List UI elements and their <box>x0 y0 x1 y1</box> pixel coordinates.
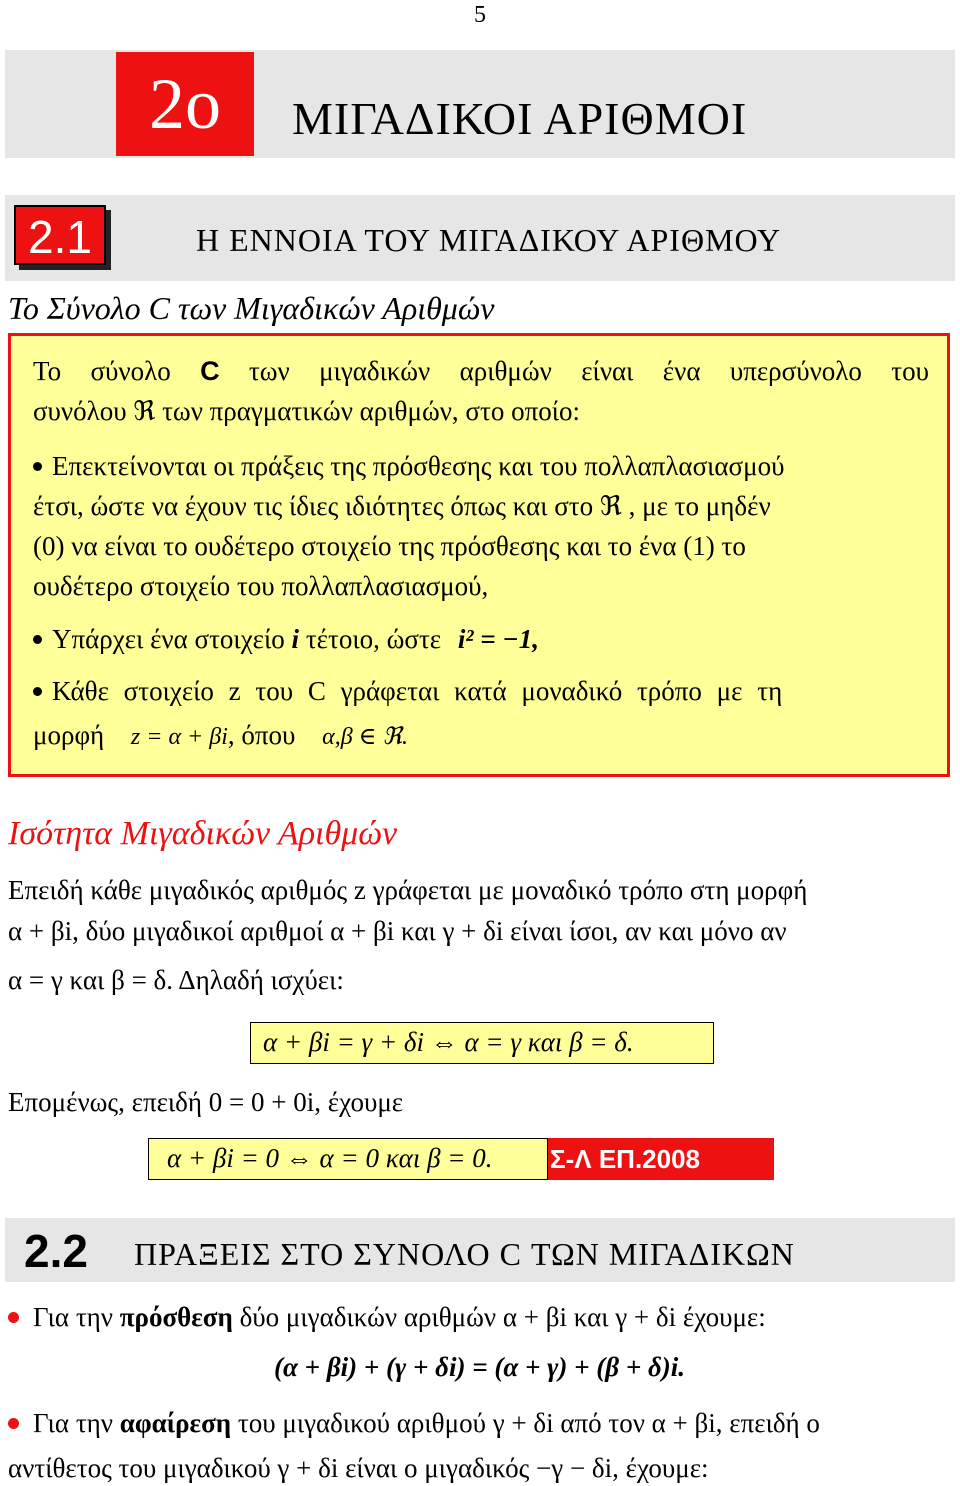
definition-text: Επεκτείνονται οι πράξεις της πρόσθεσης και του πολλαπλασιασμού <box>52 451 785 481</box>
bullet-icon <box>33 687 42 696</box>
definition-line-8 <box>33 676 782 707</box>
definition-line-7 <box>33 624 539 655</box>
equality-formula: α + βi = γ + δi ⇔ α = γ και β = δ. <box>263 1027 634 1057</box>
subtraction-line <box>8 1408 820 1439</box>
word: σύνολο <box>90 356 171 386</box>
definition-text: , όπου <box>227 720 296 750</box>
definition-line-5: (0) να είναι το ουδέτερο στοιχείο της πρόσθεσης και το ένα (1) το <box>33 531 746 561</box>
word: αριθμών <box>459 356 552 386</box>
bullet-icon <box>8 1418 19 1429</box>
chapter-number: 2ο <box>116 52 254 156</box>
section-2-number: 2.2 <box>24 1225 88 1277</box>
imaginary-unit: i <box>291 624 300 654</box>
equality-formula-box <box>250 1022 714 1064</box>
exam-tag: Σ-Λ ΕΠ.2008 <box>548 1138 774 1180</box>
word: υπερσύνολο <box>729 356 862 386</box>
equation: z = α + βi <box>130 724 228 750</box>
equation: i² = −1, <box>457 624 539 654</box>
bullet-icon <box>8 1312 19 1323</box>
bullet-icon <box>33 462 42 471</box>
word: ένα <box>662 356 701 386</box>
section-2-title: ΠΡΑΞΕΙΣ ΣΤΟ ΣΥΝΟΛΟ C ΤΩΝ ΜΙΓΑΔΙΚΩΝ <box>134 1236 795 1272</box>
definition-box <box>8 333 950 777</box>
subtraction-term: αφαίρεση <box>119 1408 232 1438</box>
text: Για την <box>33 1302 113 1332</box>
definition-text: Υπάρχει ένα στοιχείο <box>52 624 285 654</box>
definition-line-1 <box>33 356 929 387</box>
equality-paragraph-1: Επειδή κάθε μιγαδικός αριθμός z γράφεται με μοναδικό τρόπο στη μορφή <box>8 875 808 905</box>
chapter-title: ΜΙΓΑΔΙΚΟΙ ΑΡΙΘΜΟΙ <box>292 93 748 144</box>
page-number: 5 <box>474 2 486 28</box>
word: του <box>891 356 929 386</box>
word: Το <box>33 356 62 386</box>
addition-formula: (α + βi) + (γ + δi) = (α + γ) + (β + δ)i. <box>274 1352 686 1382</box>
text: του μιγαδικού αριθμού γ + δi από τον α + βi, επειδή ο <box>237 1408 820 1438</box>
subheading: Το Σύνολο C των Μιγαδικών Αριθμών <box>8 290 495 326</box>
text: Για την <box>33 1408 113 1438</box>
addition-term: πρόσθεση <box>119 1302 233 1332</box>
definition-line-2: συνόλου ℜ των πραγματικών αριθμών, στο οποίο: <box>33 396 580 426</box>
bullet-icon <box>33 635 42 644</box>
word: των <box>248 356 290 386</box>
definition-text: τέτοιο, ώστε <box>305 624 442 654</box>
definition-line-9 <box>33 720 408 751</box>
section-title: Η ΕΝΝΟΙΑ ΤΟΥ ΜΙΓΑΔΙΚΟΥ ΑΡΙΘΜΟΥ <box>196 222 782 258</box>
zero-formula-box <box>148 1138 548 1180</box>
addition-line <box>8 1302 766 1333</box>
word: μιγαδικών <box>319 356 431 386</box>
definition-text: Κάθε στοιχείο z του C γράφεται κατά μοναδικό τρόπο με τη <box>52 676 783 706</box>
zero-formula: α + βi = 0 ⇔ α = 0 και β = 0. <box>167 1143 493 1173</box>
definition-line-3 <box>33 451 784 482</box>
definition-text: μορφή <box>33 720 105 750</box>
equation: α,β ∈ ℜ. <box>322 724 408 750</box>
definition-line-6: ουδέτερο στοιχείο του πολλαπλασιασμού, <box>33 571 489 601</box>
subtraction-line-2: αντίθετος του μιγαδικού γ + δi είναι ο μιγαδικός −γ − δi, έχουμε: <box>8 1453 709 1483</box>
word: είναι <box>581 356 634 386</box>
text: δύο μιγαδικών αριθμών α + βi και γ + δi έχουμε: <box>239 1302 766 1332</box>
equality-paragraph-2: α + βi, δύο μιγαδικοί αριθμοί α + βi και γ + δi είναι ίσοι, αν και μόνο αν <box>8 916 787 946</box>
equality-heading: Ισότητα Μιγαδικών Αριθμών <box>8 815 398 852</box>
section-number: 2.1 <box>14 205 106 265</box>
definition-line-4: έτσι, ώστε να έχουν τις ίδιες ιδιότητες όπως και στο ℜ , με το μηδέν <box>33 491 771 521</box>
equality-paragraph-4: Επομένως, επειδή 0 = 0 + 0i, έχουμε <box>8 1087 404 1117</box>
set-c-symbol: C <box>200 356 220 386</box>
equality-paragraph-3: α = γ και β = δ. Δηλαδή ισχύει: <box>8 965 344 995</box>
